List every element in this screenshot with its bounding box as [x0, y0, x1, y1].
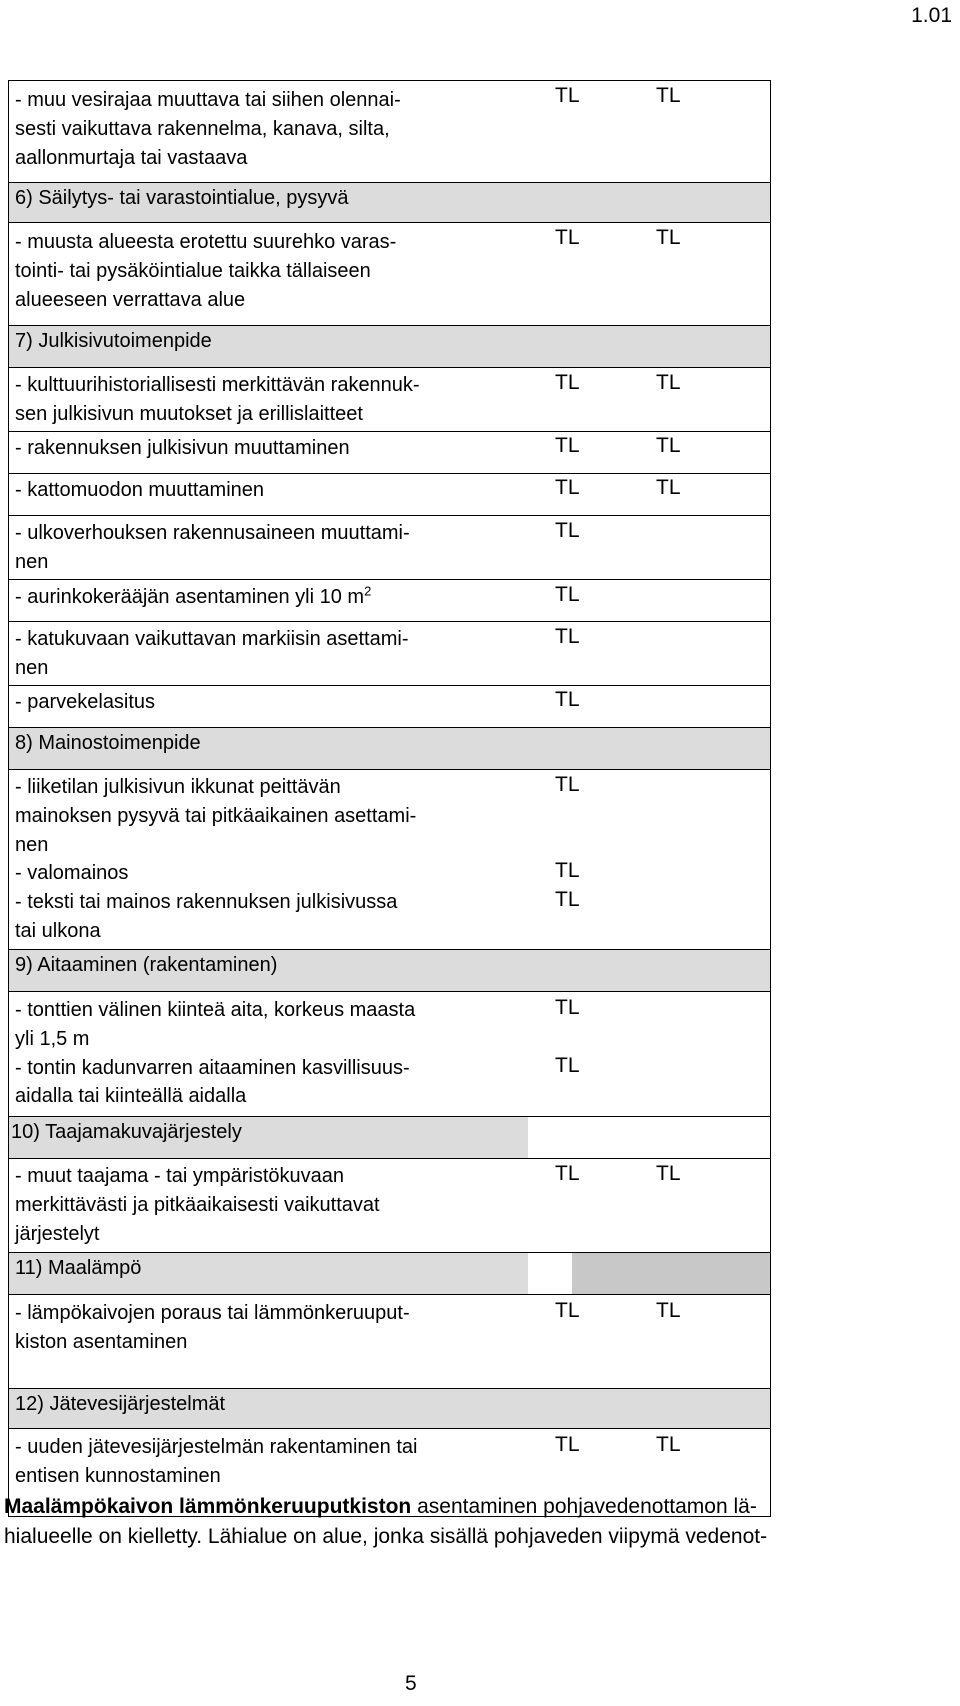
row-text: - katukuvaan vaikuttavan markiisin asettami- nen — [15, 628, 409, 679]
table-row — [9, 432, 770, 474]
row-text: - liiketilan julkisivun ikkunat peittävän mainoksen pysyvä tai pitkäaikainen asettami- nen - valomainos - teksti tai mainos rakennuksen julkisivussa tai ulkona — [15, 776, 417, 942]
tl-mark: TL — [656, 226, 681, 249]
tl-mark: TL — [555, 625, 580, 648]
tl-mark: TL — [656, 84, 681, 107]
tl-mark: TL — [555, 371, 580, 394]
row-text: - muut taajama - tai ympäristökuvaan merkittävästi ja pitkäaikaisesti vaikuttavat järjestelyt — [15, 1165, 380, 1245]
page-number: 5 — [405, 1672, 417, 1695]
row-text: - kattomuodon muuttaminen — [15, 479, 265, 501]
row-text: - uuden jätevesijärjestelmän rakentaminen tai entisen kunnostaminen — [15, 1436, 418, 1487]
row-text: - muusta alueesta erotettu suurehko varas- tointi- tai pysäköintialue taikka tällaiseen alueeseen verrattava alue — [15, 231, 397, 311]
tl-mark: TL — [555, 859, 580, 882]
section-header: 12) Jätevesijärjestelmät — [9, 1389, 770, 1429]
tl-mark: TL — [555, 996, 580, 1019]
tl-mark: TL — [555, 1054, 580, 1077]
superscript: 2 — [364, 583, 372, 599]
tl-mark: TL — [555, 519, 580, 542]
table-row — [9, 223, 770, 326]
page-reference: 1.01 — [911, 4, 952, 27]
tl-mark: TL — [555, 476, 580, 499]
note-bold: Maalämpökaivon lämmönkeruuputkiston — [4, 1495, 412, 1518]
table-row — [9, 580, 770, 622]
tl-mark: TL — [555, 688, 580, 711]
table-row — [9, 770, 770, 950]
footnote-text: Maalämpökaivon lämmönkeruuputkiston asentaminen pohjavedenottamon lä- hialueelle on kielletty. Lähialue on alue, jonka sisällä pohjaveden viipymä vedenot- — [4, 1495, 768, 1548]
permit-table — [8, 80, 771, 1517]
table-row — [9, 474, 770, 516]
tl-mark: TL — [656, 476, 681, 499]
tl-mark: TL — [555, 226, 580, 249]
section-header: 11) Maalämpö — [9, 1253, 770, 1295]
table-row — [9, 992, 770, 1117]
row-text: - kulttuurihistoriallisesti merkittävän rakennuk- sen julkisivun muutokset ja erillislaitteet — [15, 374, 420, 425]
row-text: - lämpökaivojen poraus tai lämmönkeruuput- kiston asentaminen — [15, 1302, 410, 1353]
tl-mark: TL — [555, 1433, 580, 1456]
tl-mark: TL — [656, 1299, 681, 1322]
table-row — [9, 81, 770, 183]
table-row — [9, 516, 770, 580]
tl-mark: TL — [555, 84, 580, 107]
tl-mark: TL — [555, 773, 580, 796]
table-row — [9, 1295, 770, 1389]
table-row — [9, 686, 770, 728]
tl-mark: TL — [656, 1162, 681, 1185]
row-text: - muu vesirajaa muuttava tai siihen olennai- sesti vaikuttava rakennelma, kanava, silta, aallonmurtaja tai vastaava — [15, 89, 401, 169]
table-row — [9, 1159, 770, 1253]
section-header: 6) Säilytys- tai varastointialue, pysyvä — [9, 183, 770, 223]
row-text: - tonttien välinen kiinteä aita, korkeus maasta yli 1,5 m - tontin kadunvarren aitaaminen kasvillisuus- aidalla tai kiinteällä aidalla — [15, 999, 416, 1108]
section-header: 9) Aitaaminen (rakentaminen) — [9, 950, 770, 992]
row-text: - ulkoverhouksen rakennusaineen muuttami- nen — [15, 522, 410, 573]
table-row — [9, 622, 770, 686]
section-header: 10) Taajamakuvajärjestely — [9, 1117, 770, 1159]
row-text: - rakennuksen julkisivun muuttaminen — [15, 437, 350, 459]
tl-mark: TL — [555, 434, 580, 457]
tl-mark: TL — [656, 434, 681, 457]
tl-mark: TL — [555, 888, 580, 911]
tl-mark: TL — [656, 1433, 681, 1456]
table-row — [9, 368, 770, 432]
row-text: - aurinkokerääjän asentaminen yli 10 $m^2$ — [15, 583, 372, 608]
section-header: 7) Julkisivutoimenpide — [9, 326, 770, 368]
section-header: 8) Mainostoimenpide — [9, 728, 770, 770]
tl-mark: TL — [555, 1299, 580, 1322]
tl-mark: TL — [656, 371, 681, 394]
tl-mark: TL — [555, 583, 580, 606]
tl-mark: TL — [555, 1162, 580, 1185]
row-text: - parvekelasitus — [15, 691, 156, 713]
